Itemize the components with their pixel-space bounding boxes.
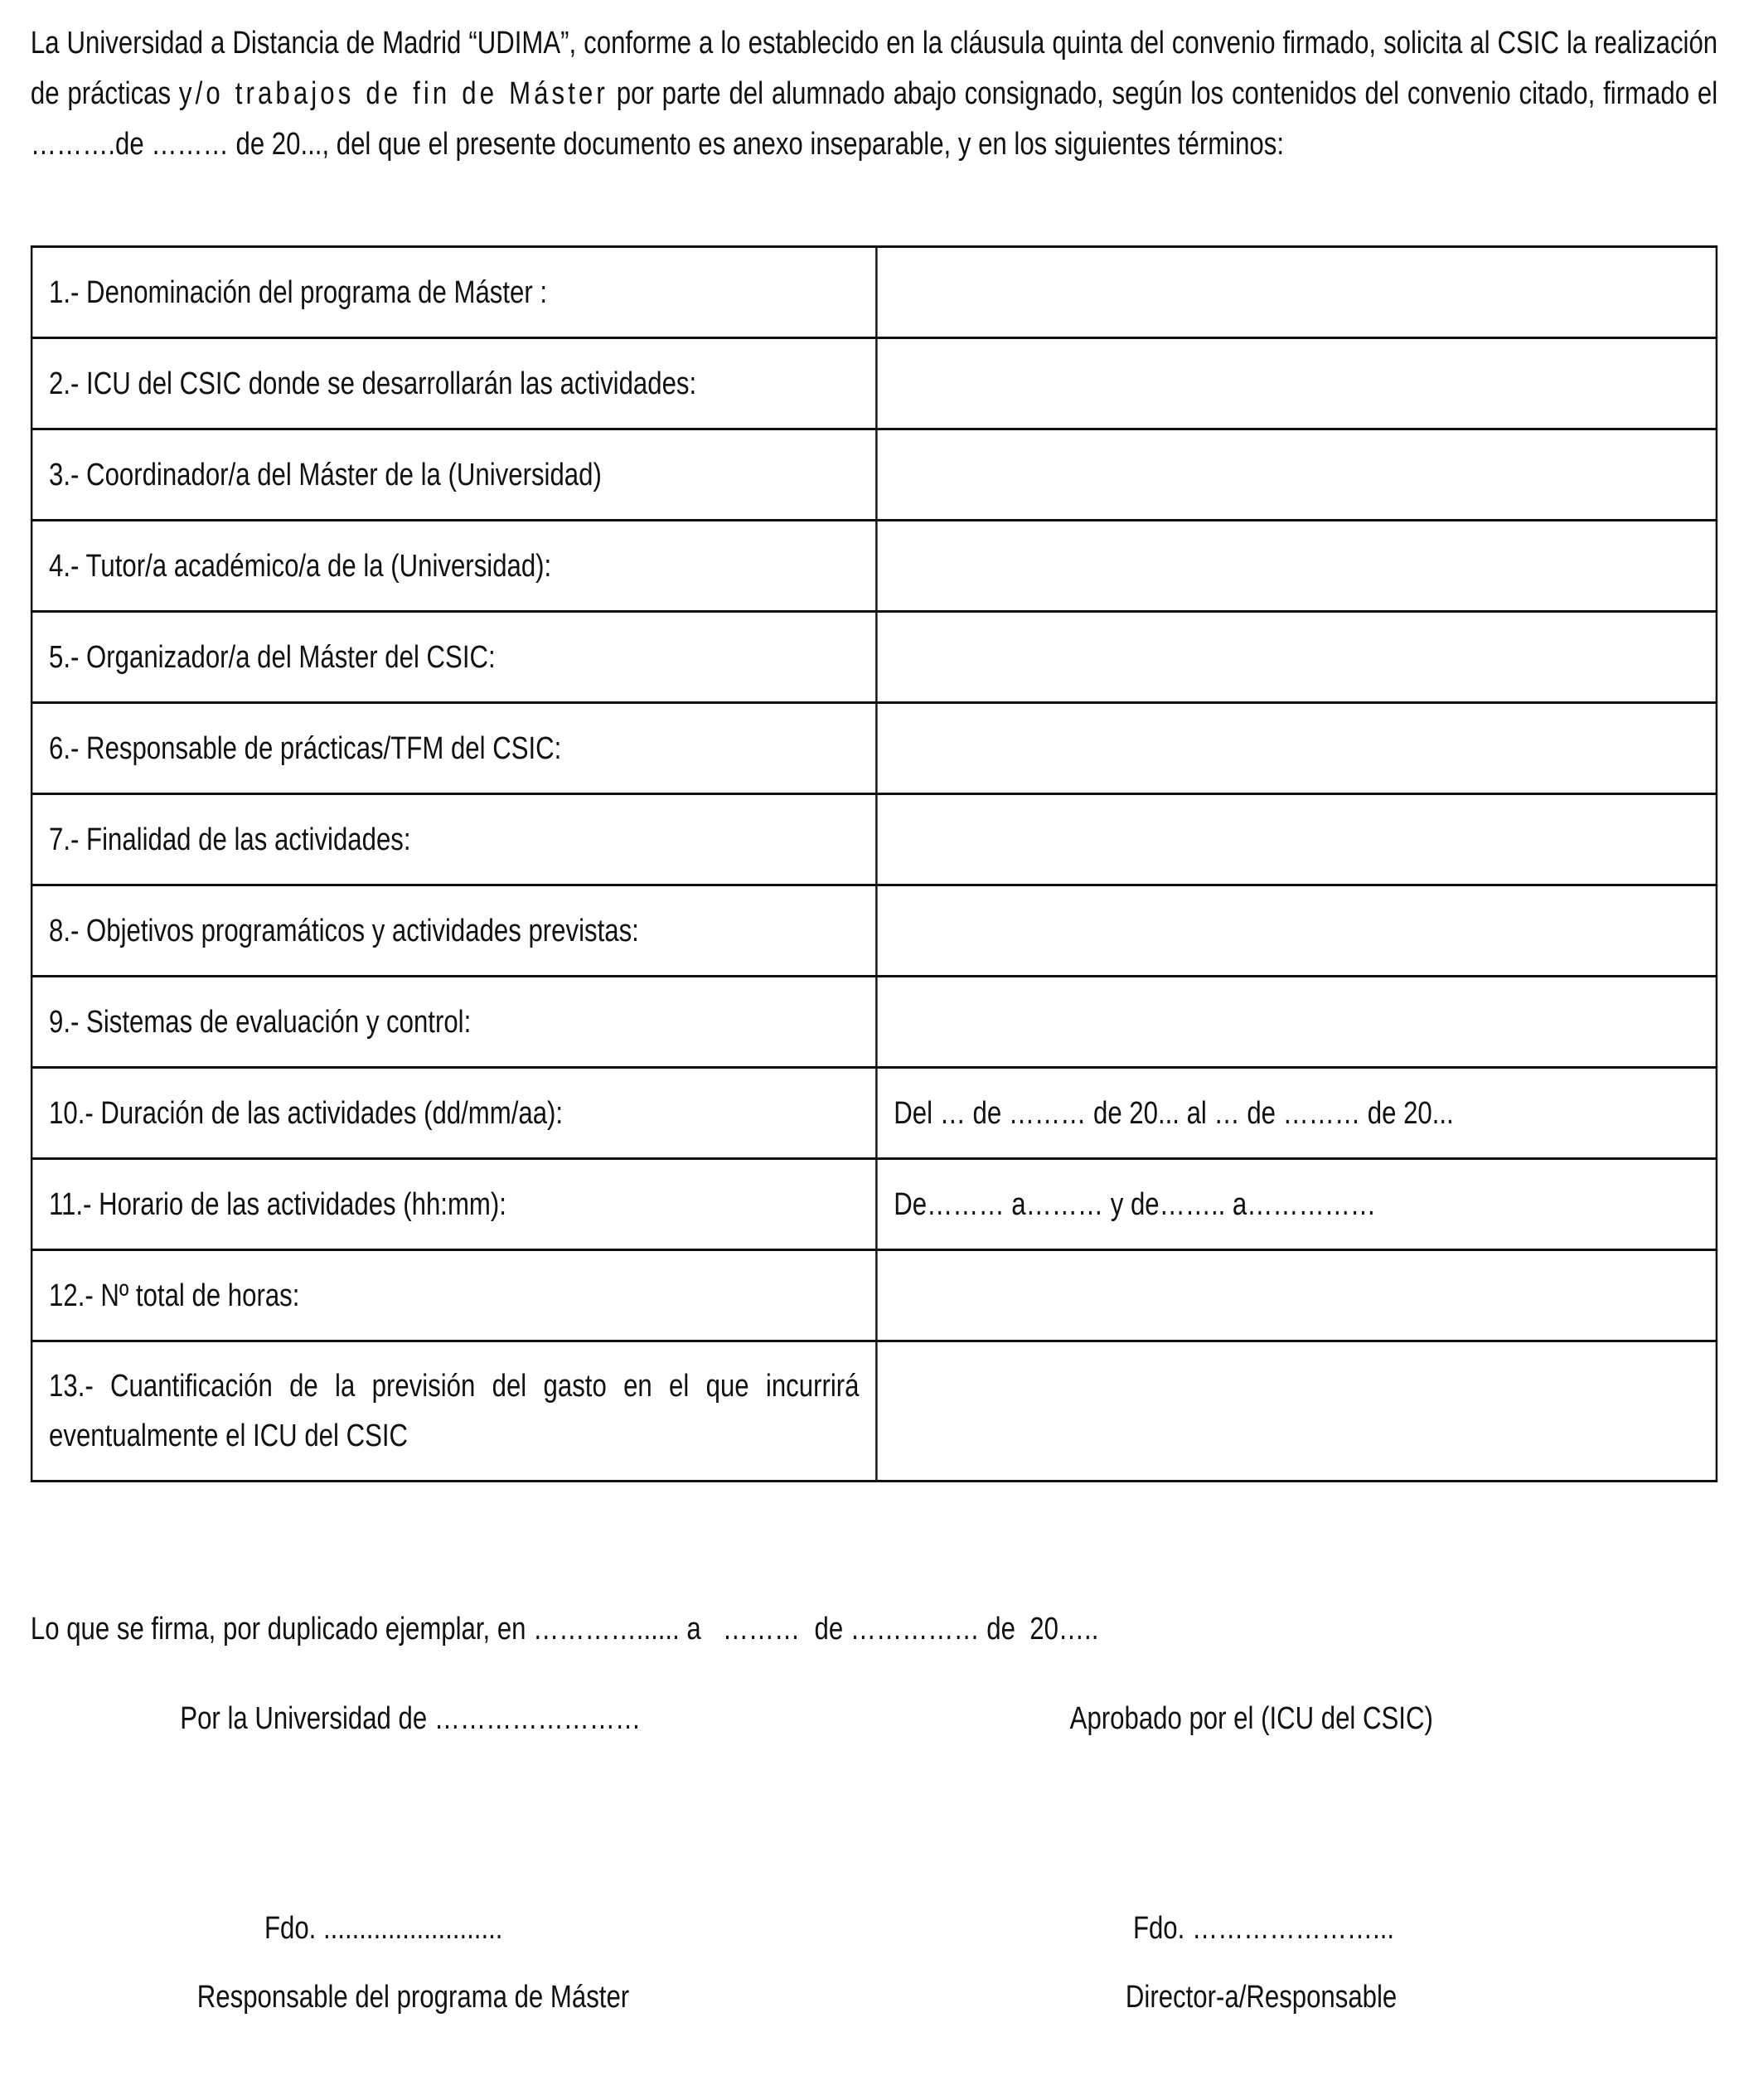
- row-label: 5.- Organizador/a del Máster del CSIC:: [31, 612, 876, 703]
- intro-text-1: La Universidad a Distancia de Madrid “UDIMA”, conforme a lo establecido en la cláusula quinta del convenio firmado, solicita al CSIC la realización de prácticas: [30, 26, 1718, 111]
- row-label: 7.- Finalidad de las actividades:: [31, 794, 876, 885]
- csic-signatory-header: Aprobado por el (ICU del CSIC): [1069, 1701, 1433, 1736]
- table-row: [31, 1250, 1717, 1341]
- terms-table: [31, 245, 1717, 1482]
- row-label: 9.- Sistemas de evaluación y control:: [31, 977, 876, 1068]
- row-label: 8.- Objetivos programáticos y actividades previstas:: [31, 885, 876, 977]
- intro-text-2: por parte del alumnado abajo consignado, según los contenidos del convenio citado, firmado el ……….de ……… de 20..., del que el presente documento es anexo inseparable, y en los siguientes términos:: [30, 76, 1718, 162]
- row-label: 2.- ICU del CSIC donde se desarrollarán las actividades:: [31, 338, 876, 429]
- intro-paragraph: [31, 18, 1717, 170]
- row-label: 4.- Tutor/a académico/a de la (Universidad):: [31, 521, 876, 612]
- row-value-field[interactable]: [876, 703, 1717, 794]
- row-value-field[interactable]: [876, 1250, 1717, 1341]
- row-value-field[interactable]: [876, 247, 1717, 338]
- university-signatory-header: Por la Universidad de ……………………: [180, 1701, 642, 1736]
- row-value-field[interactable]: [876, 1341, 1717, 1482]
- csic-signatory-role: Director-a/Responsable: [1125, 1980, 1398, 2015]
- row-value-field[interactable]: [876, 885, 1717, 977]
- row-value-field[interactable]: [876, 338, 1717, 429]
- table-row: [31, 977, 1717, 1068]
- row-value-field[interactable]: De……… a……… y de…….. a……………: [876, 1159, 1717, 1250]
- table-row: [31, 429, 1717, 521]
- csic-signature-line: Fdo. …………………...: [1132, 1911, 1395, 1946]
- row-label: 11.- Horario de las actividades (hh:mm):: [31, 1159, 876, 1250]
- row-label: 6.- Responsable de prácticas/TFM del CSIC:: [31, 703, 876, 794]
- table-row: [31, 1341, 1717, 1482]
- row-value-field[interactable]: [876, 429, 1717, 521]
- university-signature-line: Fdo. .........................: [264, 1911, 503, 1946]
- row-label: 13.- Cuantificación de la previsión del gasto en el que incurrirá eventualmente el ICU del CSIC: [31, 1341, 876, 1482]
- table-row: [31, 521, 1717, 612]
- university-signatory-role: Responsable del programa de Máster: [196, 1980, 630, 2015]
- row-value-field[interactable]: [876, 977, 1717, 1068]
- row-label: 3.- Coordinador/a del Máster de la (Universidad): [31, 429, 876, 521]
- row-value-field[interactable]: [876, 612, 1717, 703]
- table-row: [31, 1068, 1717, 1159]
- table-row: [31, 794, 1717, 885]
- table-row: [31, 1159, 1717, 1250]
- table-row: [31, 338, 1717, 429]
- table-row: [31, 885, 1717, 977]
- row-label: 1.- Denominación del programa de Máster :: [31, 247, 876, 338]
- row-label: 12.- Nº total de horas:: [31, 1250, 876, 1341]
- row-value-field[interactable]: [876, 794, 1717, 885]
- table-row: [31, 612, 1717, 703]
- table-row: [31, 247, 1717, 338]
- intro-text-spaced: y/o trabajos de fin de Máster: [178, 76, 608, 111]
- row-label: 10.- Duración de las actividades (dd/mm/aa):: [31, 1068, 876, 1159]
- row-value-field[interactable]: [876, 521, 1717, 612]
- signed-line: Lo que se firma, por duplicado ejemplar, en …………...... a ……… de …………… de 20…..: [30, 1612, 1099, 1647]
- table-row: [31, 703, 1717, 794]
- row-value-field[interactable]: Del … de ……… de 20... al … de ……… de 20...: [876, 1068, 1717, 1159]
